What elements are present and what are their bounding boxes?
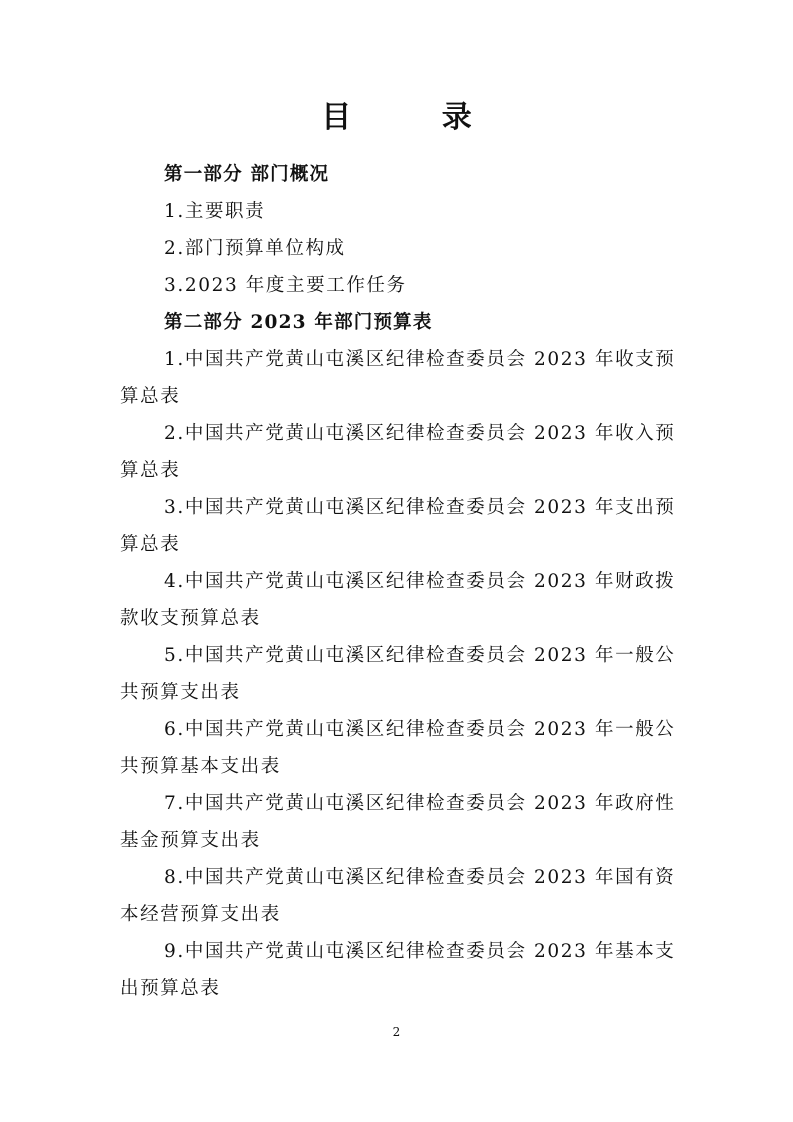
page-number: 2 bbox=[392, 1025, 401, 1039]
toc-item-line: 5.中国共产党黄山屯溪区纪律检查委员会 2023 年一般公 bbox=[164, 645, 676, 666]
toc-item-line: 算总表 bbox=[120, 386, 181, 407]
toc-item bbox=[120, 563, 700, 637]
page-title: 目 录 bbox=[321, 100, 512, 135]
toc-item bbox=[120, 859, 700, 933]
toc-item-line: 8.中国共产党黄山屯溪区纪律检查委员会 2023 年国有资 bbox=[164, 867, 676, 888]
toc-item-line: 共预算支出表 bbox=[120, 682, 241, 703]
toc-item bbox=[120, 785, 700, 859]
toc-item-line: 算总表 bbox=[120, 534, 181, 555]
toc-item-line: 本经营预算支出表 bbox=[120, 904, 281, 925]
toc-item bbox=[120, 933, 700, 1007]
toc-item bbox=[120, 489, 700, 563]
toc-item-line: 6.中国共产党黄山屯溪区纪律检查委员会 2023 年一般公 bbox=[164, 719, 676, 740]
toc-item-line: 1.中国共产党黄山屯溪区纪律检查委员会 2023 年收支预 bbox=[164, 349, 676, 370]
toc-item-line: 4.中国共产党黄山屯溪区纪律检查委员会 2023 年财政拨 bbox=[164, 571, 676, 592]
toc-item bbox=[120, 637, 700, 711]
toc-item-line: 3.中国共产党黄山屯溪区纪律检查委员会 2023 年支出预 bbox=[164, 497, 676, 518]
toc-item bbox=[120, 711, 700, 785]
toc-part-heading: 第二部分 2023 年部门预算表 bbox=[164, 312, 433, 333]
toc-item-line: 基金预算支出表 bbox=[120, 830, 261, 851]
toc-item: 2.部门预算单位构成 bbox=[164, 238, 346, 259]
toc-item: 1.主要职责 bbox=[164, 201, 266, 222]
toc-item-line: 9.中国共产党黄山屯溪区纪律检查委员会 2023 年基本支 bbox=[164, 941, 676, 962]
toc-item: 3.2023 年度主要工作任务 bbox=[164, 275, 407, 296]
toc-item-line: 款收支预算总表 bbox=[120, 608, 261, 629]
toc-item bbox=[120, 341, 700, 415]
toc-item-line: 7.中国共产党黄山屯溪区纪律检查委员会 2023 年政府性 bbox=[164, 793, 676, 814]
toc-item-line: 算总表 bbox=[120, 460, 181, 481]
toc-part-heading: 第一部分 部门概况 bbox=[164, 164, 330, 185]
toc-item-line: 2.中国共产党黄山屯溪区纪律检查委员会 2023 年收入预 bbox=[164, 423, 676, 444]
toc-item-line: 共预算基本支出表 bbox=[120, 756, 281, 777]
toc-item-line: 出预算总表 bbox=[120, 978, 221, 999]
toc-item bbox=[120, 415, 700, 489]
table-of-contents bbox=[120, 156, 700, 1007]
